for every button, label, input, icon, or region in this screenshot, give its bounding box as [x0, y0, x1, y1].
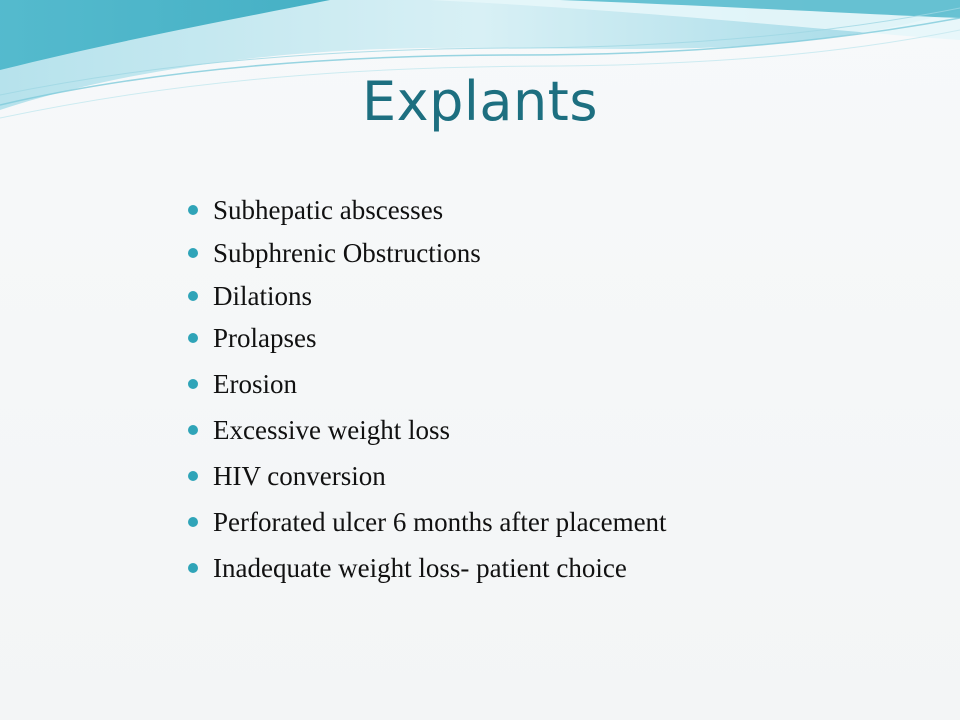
bullet-icon — [188, 517, 198, 527]
bullet-icon — [188, 333, 198, 343]
list-item — [188, 318, 317, 358]
bullet-icon — [188, 205, 198, 215]
bullet-text: Erosion — [213, 369, 297, 399]
list-item — [188, 456, 386, 496]
list-item — [188, 548, 627, 588]
list-item — [188, 410, 450, 450]
list-item — [188, 276, 312, 316]
list-item — [188, 502, 667, 542]
list-item — [188, 364, 297, 404]
bullet-text: Excessive weight loss — [213, 415, 450, 445]
bullet-icon — [188, 425, 198, 435]
bullet-icon — [188, 291, 198, 301]
bullet-icon — [188, 563, 198, 573]
bullet-text: HIV conversion — [213, 461, 386, 491]
bullet-icon — [188, 471, 198, 481]
bullet-icon — [188, 248, 198, 258]
slide-title: Explants — [362, 70, 598, 133]
list-item — [188, 190, 443, 230]
bullet-text: Subphrenic Obstructions — [213, 238, 481, 268]
list-item — [188, 233, 481, 273]
bullet-text: Perforated ulcer 6 months after placement — [213, 507, 667, 537]
bullet-icon — [188, 379, 198, 389]
bullet-text: Prolapses — [213, 323, 317, 353]
bullet-text: Dilations — [213, 281, 312, 311]
bullet-text: Subhepatic abscesses — [213, 195, 444, 225]
bullet-text: Inadequate weight loss- patient choice — [213, 553, 627, 583]
